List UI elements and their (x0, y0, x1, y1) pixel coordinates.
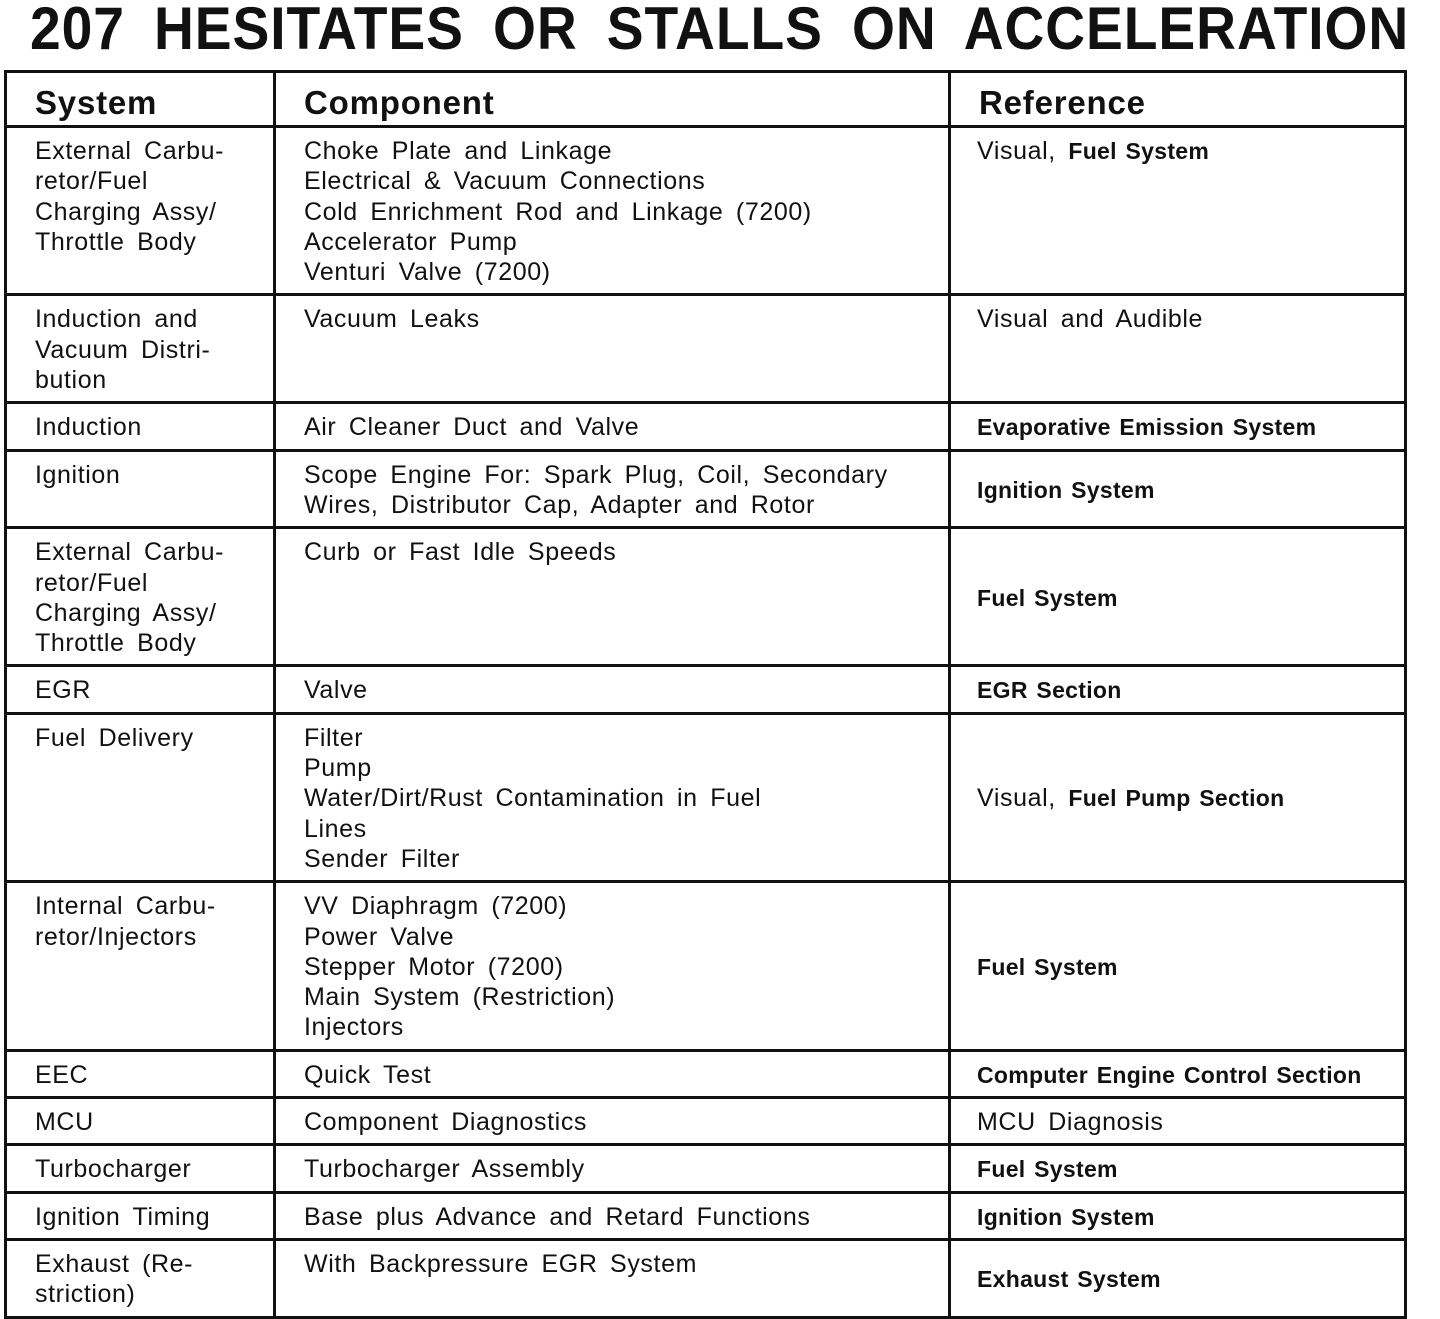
component-line: Base plus Advance and Retard Functions (304, 1202, 811, 1231)
system-cell (6, 713, 275, 881)
system-line: Throttle Body (35, 629, 197, 658)
component-cell (275, 1098, 950, 1145)
component-line: Air Cleaner Duct and Valve (304, 413, 640, 442)
reference-section: Fuel System (977, 584, 1118, 611)
system-line: Throttle Body (35, 227, 197, 256)
component-line: Quick Test (304, 1060, 432, 1089)
reference-cell (950, 1145, 1406, 1192)
system-line: Turbocharger (35, 1155, 192, 1184)
component-cell (275, 713, 950, 881)
component-line: Wires, Distributor Cap, Adapter and Rotor (304, 490, 815, 519)
reference-cell (950, 666, 1406, 713)
table-row (6, 450, 1406, 528)
reference-section: Evaporative Emission System (977, 414, 1317, 441)
system-line: Induction (35, 413, 142, 442)
reference-text: MCU Diagnosis (977, 1108, 1164, 1137)
system-line: MCU (35, 1108, 94, 1137)
component-line: Main System (Restriction) (304, 983, 616, 1012)
component-line: Filter (304, 723, 364, 752)
component-line: Accelerator Pump (304, 227, 518, 256)
reference-cell (950, 1239, 1406, 1317)
table-row (6, 882, 1406, 1050)
component-cell (275, 403, 950, 450)
reference-section: Ignition System (977, 1203, 1155, 1230)
reference-section: Fuel System (977, 953, 1118, 980)
system-line: retor/Fuel (35, 568, 148, 597)
component-line: With Backpressure EGR System (304, 1249, 698, 1278)
system-cell (6, 450, 275, 528)
system-cell (6, 403, 275, 450)
system-cell (6, 1239, 275, 1317)
reference-column-header: Reference (950, 72, 1406, 127)
reference-text: Visual, (977, 784, 1069, 813)
reference-cell (950, 1050, 1406, 1097)
system-cell (6, 127, 275, 295)
component-cell (275, 1239, 950, 1317)
component-cell (275, 882, 950, 1050)
table-body (6, 127, 1406, 1318)
component-line: Cold Enrichment Rod and Linkage (7200) (304, 197, 812, 226)
reference-section: Fuel System (1068, 138, 1210, 164)
component-line: Component Diagnostics (304, 1108, 588, 1137)
system-line: Vacuum Distri- (35, 335, 211, 364)
component-line: Pump (304, 754, 372, 783)
table-row (6, 1192, 1406, 1239)
component-cell (275, 528, 950, 666)
system-column-header: System (6, 72, 275, 127)
component-cell (275, 127, 950, 295)
system-cell (6, 1145, 275, 1192)
component-cell (275, 1192, 950, 1239)
reference-cell (950, 713, 1406, 881)
component-column-header: Component (275, 72, 950, 127)
system-line: Charging Assy/ (35, 598, 217, 627)
component-cell (275, 295, 950, 403)
reference-text: Visual, (977, 137, 1069, 165)
component-line: Stepper Motor (7200) (304, 952, 564, 981)
component-line: Choke Plate and Linkage (304, 137, 613, 165)
component-line: Turbocharger Assembly (304, 1155, 585, 1184)
system-line: External Carbu- (35, 538, 225, 567)
reference-section: Fuel System (977, 1156, 1118, 1183)
system-line: bution (35, 366, 107, 395)
component-cell (275, 1050, 950, 1097)
table-row (6, 1145, 1406, 1192)
system-line: External Carbu- (35, 137, 225, 165)
component-line: Lines (304, 814, 367, 843)
system-cell (6, 1098, 275, 1145)
reference-cell (950, 450, 1406, 528)
system-cell (6, 1050, 275, 1097)
reference-cell (950, 528, 1406, 666)
system-line: Induction and (35, 305, 198, 334)
table-row (6, 295, 1406, 403)
reference-section: Fuel Pump Section (1068, 785, 1285, 812)
component-line: Sender Filter (304, 844, 460, 873)
system-cell (6, 528, 275, 666)
table-row (6, 666, 1406, 713)
diagnosis-table (4, 70, 1407, 1319)
reference-cell (950, 882, 1406, 1050)
reference-section: Exhaust System (977, 1266, 1161, 1293)
reference-cell (950, 127, 1406, 295)
system-line: striction) (35, 1280, 136, 1309)
table-row (6, 127, 1406, 295)
system-cell (6, 1192, 275, 1239)
table-row (6, 1098, 1406, 1145)
system-line: EEC (35, 1060, 89, 1089)
reference-cell (950, 1098, 1406, 1145)
component-cell (275, 666, 950, 713)
reference-cell (950, 295, 1406, 403)
system-line: Ignition Timing (35, 1202, 211, 1231)
system-cell (6, 295, 275, 403)
component-line: Venturi Valve (7200) (304, 258, 551, 287)
component-cell (275, 450, 950, 528)
component-line: Curb or Fast Idle Speeds (304, 538, 617, 567)
component-line: VV Diaphragm (7200) (304, 892, 568, 921)
reference-section: Computer Engine Control Section (977, 1061, 1362, 1088)
system-line: Ignition (35, 460, 121, 489)
system-cell (6, 666, 275, 713)
system-cell (6, 882, 275, 1050)
reference-text: Visual and Audible (977, 305, 1204, 334)
table-row (6, 528, 1406, 666)
system-line: retor/Fuel (35, 167, 148, 196)
system-line: retor/Injectors (35, 922, 197, 951)
table-row (6, 1050, 1406, 1097)
page-title: 207 HESITATES OR STALLS ON ACCELERATION (30, 0, 1410, 62)
system-line: Internal Carbu- (35, 892, 216, 921)
reference-section: Ignition System (977, 476, 1155, 503)
component-line: Electrical & Vacuum Connections (304, 167, 706, 196)
reference-section: EGR Section (977, 677, 1122, 704)
component-line: Water/Dirt/Rust Contamination in Fuel (304, 784, 762, 813)
component-line: Vacuum Leaks (304, 305, 480, 334)
header-row (6, 72, 1406, 127)
table-row (6, 403, 1406, 450)
component-line: Scope Engine For: Spark Plug, Coil, Secondary (304, 460, 888, 489)
component-line: Injectors (304, 1013, 404, 1042)
system-line: EGR (35, 676, 91, 705)
component-line: Valve (304, 676, 368, 705)
component-line: Power Valve (304, 922, 455, 951)
system-line: Charging Assy/ (35, 197, 217, 226)
component-cell (275, 1145, 950, 1192)
table-row (6, 713, 1406, 881)
system-line: Fuel Delivery (35, 723, 194, 752)
reference-cell (950, 1192, 1406, 1239)
table-row (6, 1239, 1406, 1317)
system-line: Exhaust (Re- (35, 1249, 194, 1278)
reference-cell (950, 403, 1406, 450)
